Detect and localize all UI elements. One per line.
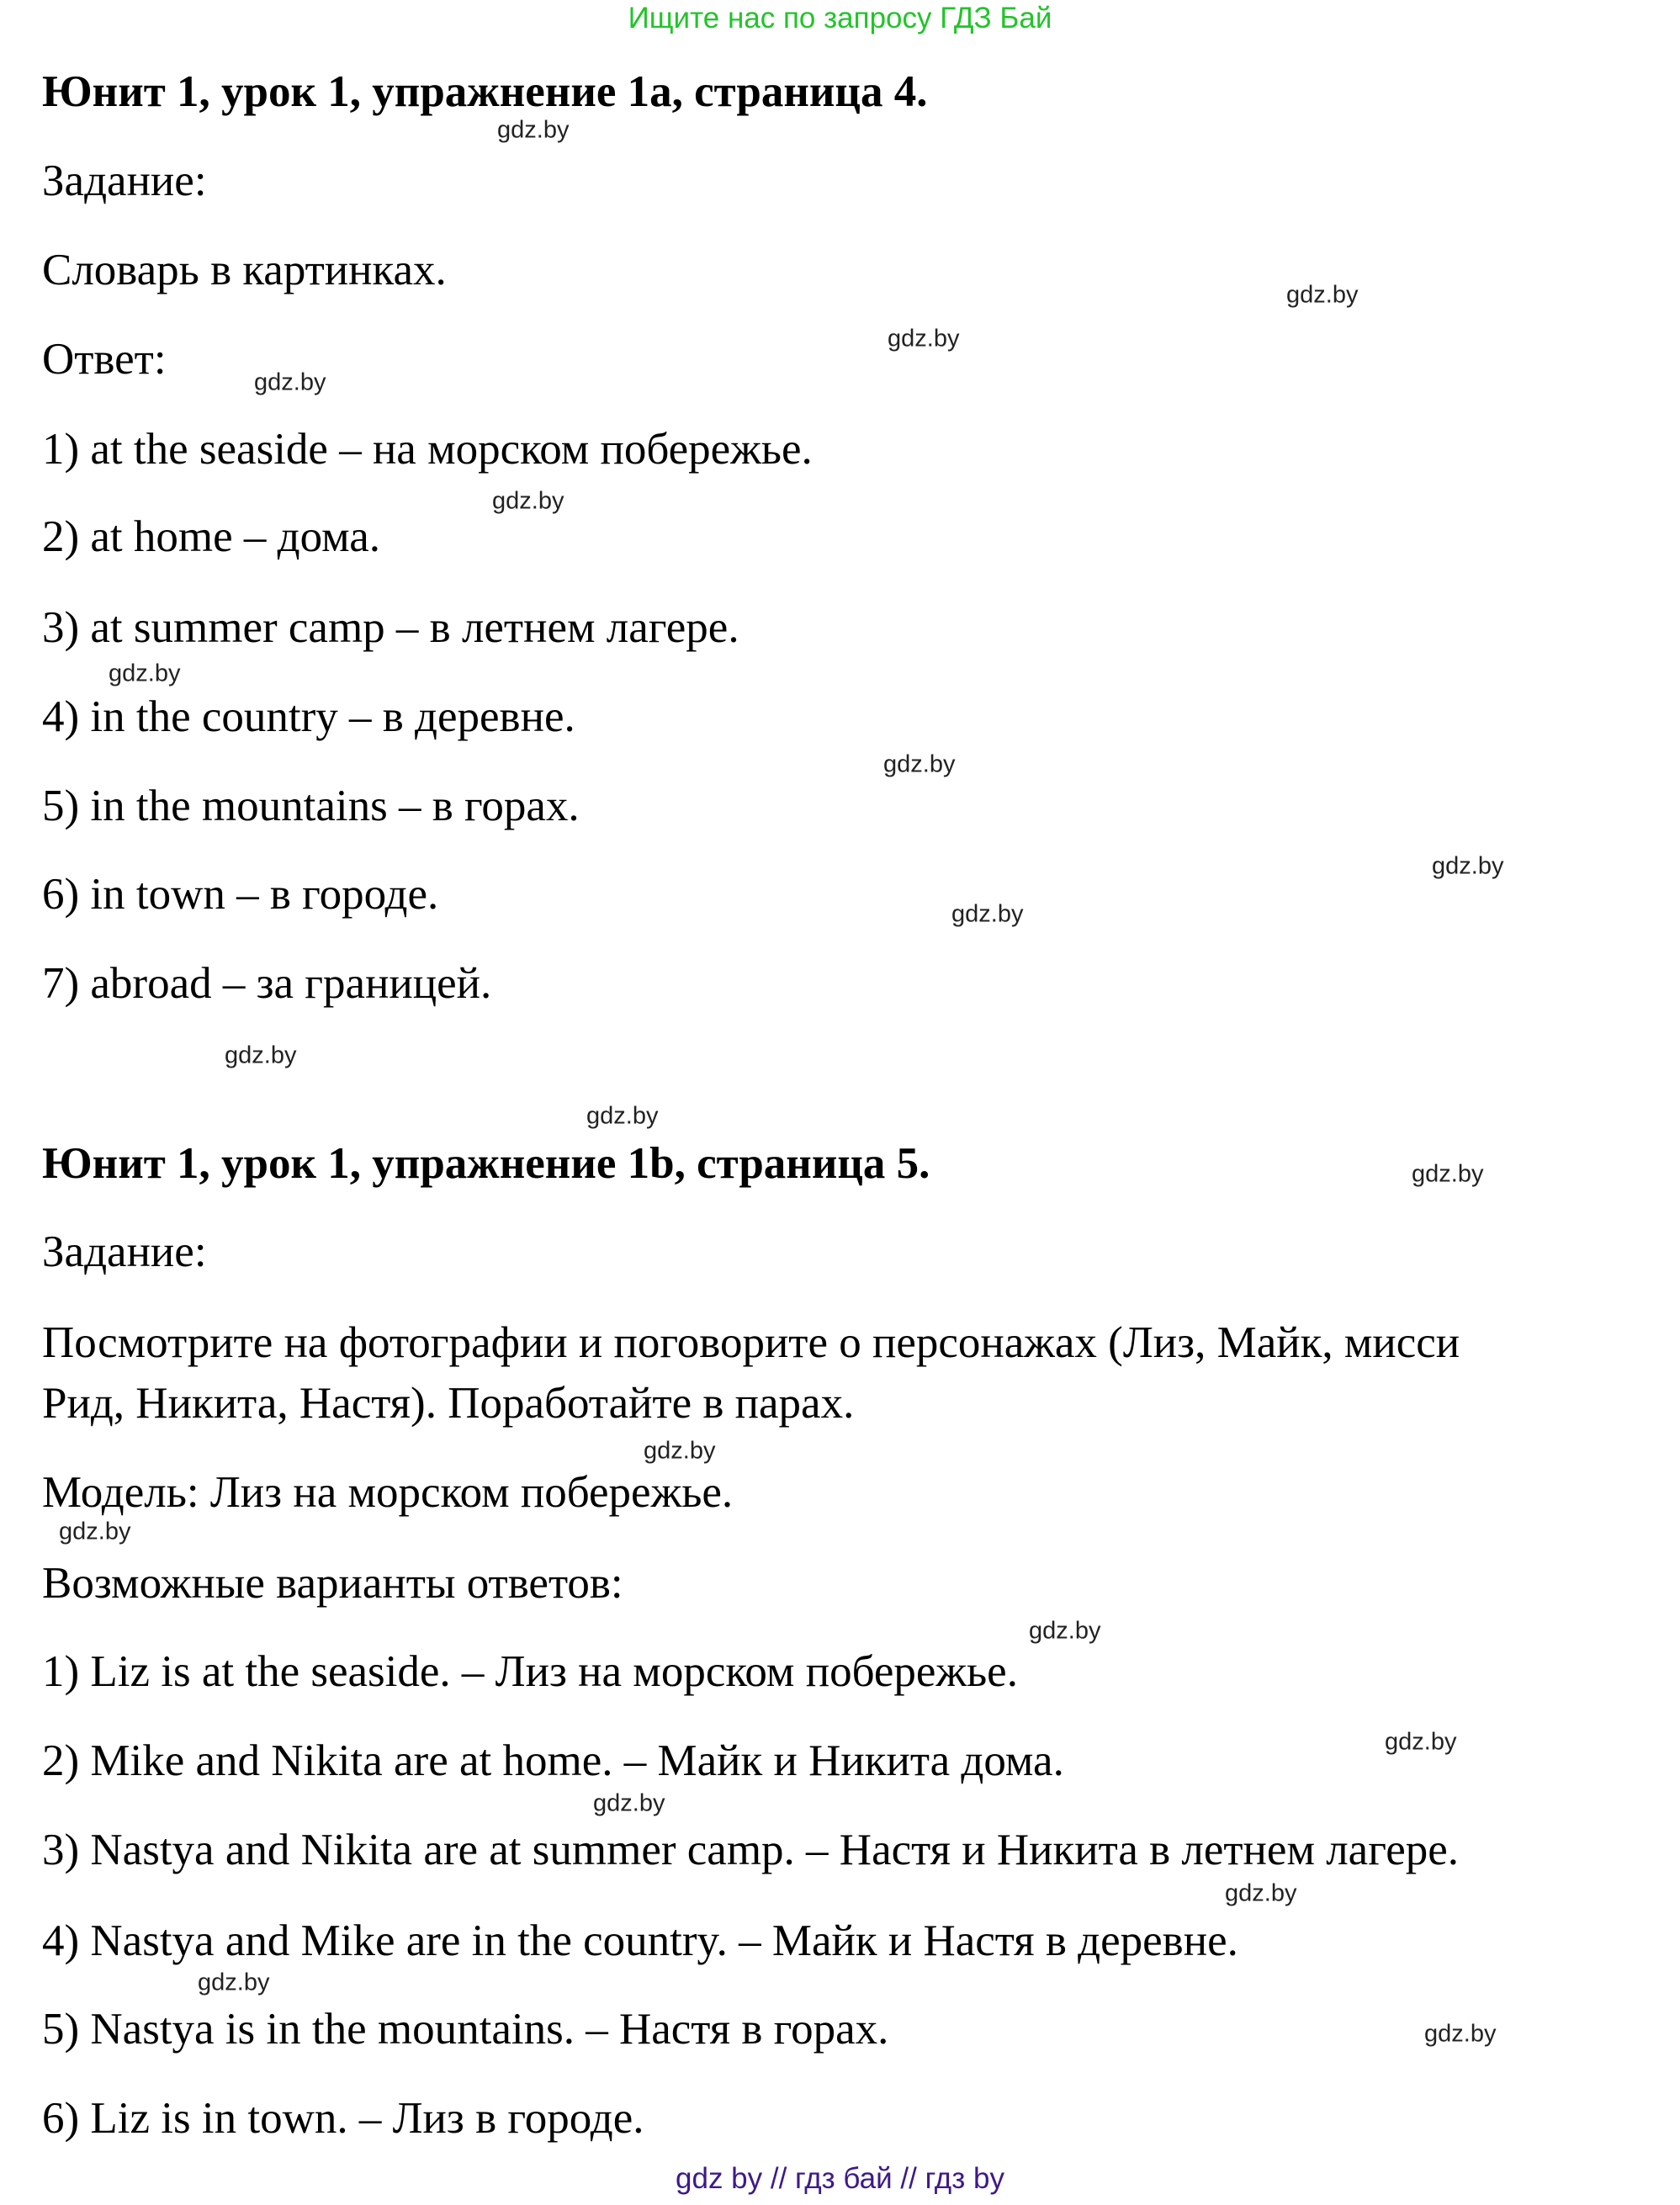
watermark: gdz.by bbox=[198, 1969, 270, 1996]
section2-answer-label: Возможные варианты ответов: bbox=[42, 1558, 623, 1608]
watermark: gdz.by bbox=[593, 1789, 665, 1817]
search-banner[interactable]: Ищите нас по запросу ГДЗ Бай bbox=[628, 2, 1052, 34]
watermark: gdz.by bbox=[1385, 1728, 1457, 1756]
watermark: gdz.by bbox=[1424, 2020, 1497, 2048]
answer-item: 1) Liz is at the seaside. – Лиз на морском побережье. bbox=[42, 1646, 1018, 1696]
footer-links[interactable]: gdz by // гдз бай // гдз by bbox=[676, 2162, 1004, 2195]
watermark: gdz.by bbox=[59, 1518, 131, 1545]
watermark: gdz.by bbox=[1225, 1879, 1297, 1907]
answer-item: 6) Liz is in town. – Лиз в городе. bbox=[42, 2093, 644, 2143]
answer-item: 2) Mike and Nikita are at home. – Майк и Никита дома. bbox=[42, 1736, 1064, 1785]
watermark: gdz.by bbox=[1432, 852, 1504, 880]
watermark: gdz.by bbox=[225, 1042, 297, 1069]
section2-task-line: Посмотрите на фотографии и поговорите о персонажах (Лиз, Майк, мисси bbox=[42, 1317, 1460, 1367]
answer-item: 4) Nastya and Mike are in the country. – Майк и Настя в деревне. bbox=[42, 1916, 1238, 1965]
answer-item: 3) Nastya and Nikita are at summer camp. – Настя и Никита в летнем лагере. bbox=[42, 1825, 1460, 1874]
answer-item: 3) at summer camp – в летнем лагере. bbox=[42, 602, 739, 652]
answer-item: 5) in the mountains – в горах. bbox=[42, 781, 580, 830]
watermark: gdz.by bbox=[1029, 1617, 1101, 1645]
answer-item: 4) in the country – в деревне. bbox=[42, 692, 575, 741]
section1-title: Юнит 1, урок 1, упражнение 1a, страница 4. bbox=[42, 66, 928, 116]
watermark: gdz.by bbox=[951, 900, 1024, 928]
section2-model: Модель: Лиз на морском побережье. bbox=[42, 1467, 734, 1517]
watermark: gdz.by bbox=[586, 1102, 659, 1130]
answer-item: 1) at the seaside – на морском побережье. bbox=[42, 424, 813, 474]
section1-task-label: Задание: bbox=[42, 156, 207, 205]
answer-item: 7) abroad – за границей. bbox=[42, 958, 492, 1008]
section2-task-line: Рид, Никита, Настя). Поработайте в парах. bbox=[42, 1378, 855, 1428]
section2-title: Юнит 1, урок 1, упражнение 1b, страница 5. bbox=[42, 1138, 930, 1188]
watermark: gdz.by bbox=[883, 750, 956, 778]
watermark: gdz.by bbox=[497, 116, 570, 144]
answer-item: 2) at home – дома. bbox=[42, 511, 381, 561]
watermark: gdz.by bbox=[888, 325, 960, 352]
answer-item: 5) Nastya is in the mountains. – Настя в горах. bbox=[42, 2004, 889, 2054]
section1-answer-label: Ответ: bbox=[42, 334, 167, 384]
section2-task-label: Задание: bbox=[42, 1227, 207, 1276]
answer-item: 6) in town – в городе. bbox=[42, 869, 439, 919]
watermark: gdz.by bbox=[492, 487, 564, 515]
section1-task: Словарь в картинках. bbox=[42, 245, 447, 294]
watermark: gdz.by bbox=[1412, 1160, 1484, 1188]
watermark: gdz.by bbox=[644, 1437, 716, 1465]
watermark: gdz.by bbox=[1286, 281, 1359, 309]
watermark: gdz.by bbox=[109, 660, 181, 687]
watermark: gdz.by bbox=[254, 368, 326, 396]
